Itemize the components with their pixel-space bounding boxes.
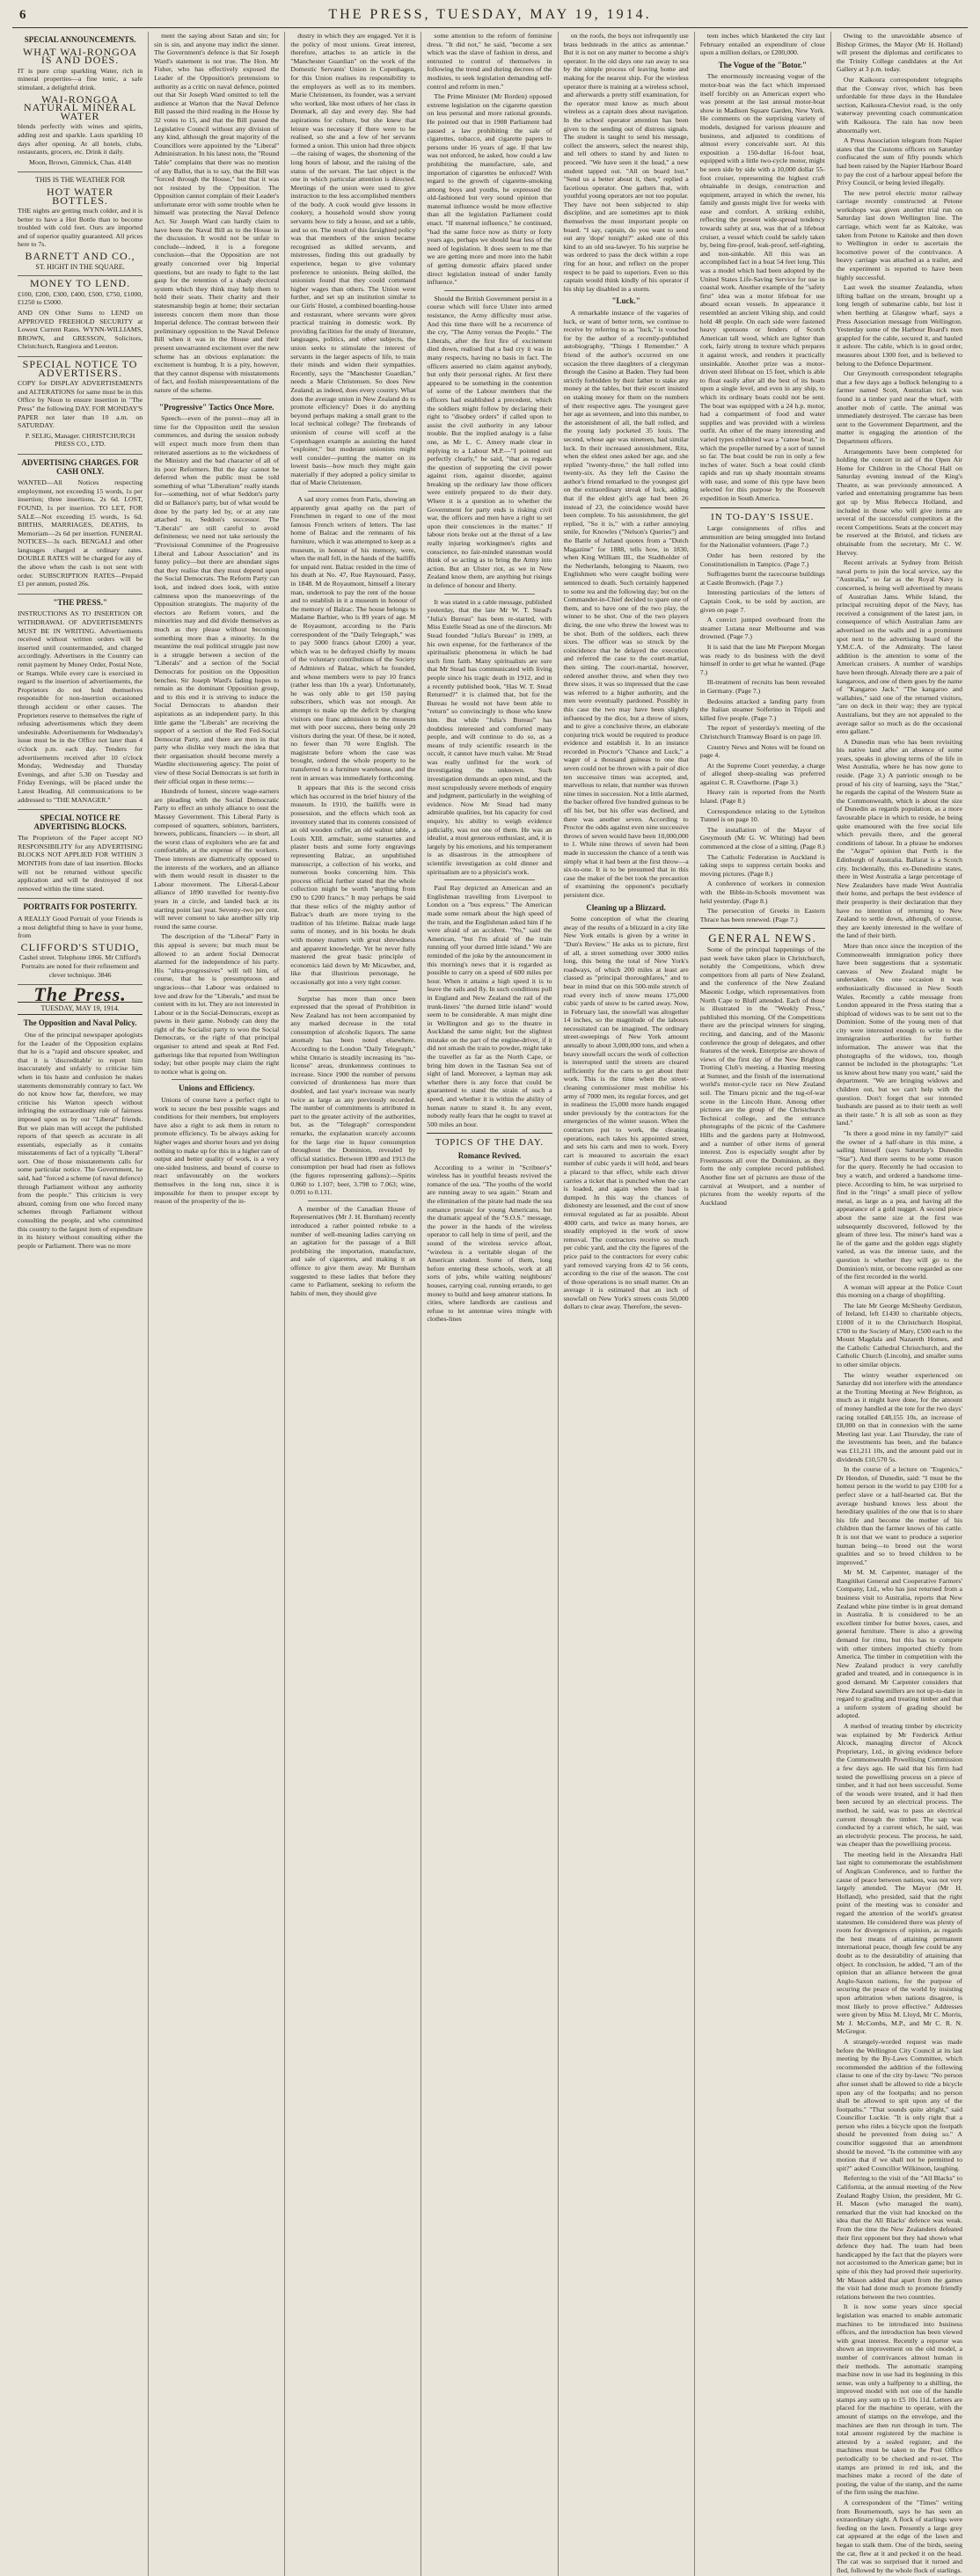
ad-press-notice-body: INSTRUCTIONS AS TO INSERTION OR WITHDRAWAL OF ADVERTISEMENTS MUST BE IN WRITING. Advertisements received without written orders will be inserted until countermanded, and charged accordingly. Advertisers in the Country can remit payment by Money Order, Postal Note, or Stamps. While every care is exercised in regard to the insertion of advertisements, the Proprietors do not hold themselves responsible for non-insertion occasioned through accident or other causes. The Proprietors reserve to themselves the right of refusing advertisements which they deem undesirable. Advertisements for Wednesday's issue must be in the Office not later than 4 o'clock p.m. each day. Tenders for advertisements received after 10 o'clock Monday, Wednesday and Thursday Evenings, and after 5.30 on Tuesday and Friday Evenings, will be placed under the Latest Heading. All communications to be addressed to "THE MANAGER." <box>18 609 143 804</box>
col4-paragraph-5: Paul Ray depicted an American and an Englishman travelling from Liverpool to London on a "bus express." The American made some remark about the high speed of the train, and the Englishman asked him if he were afraid of an accident. "No," said the American, "but I'm afraid of the train running off your durned little island." We are reminded of the joke by the announcement in this morning's news that it is regarded as possible to carry on a speed of 600 miles per hour. When it attains a high speed it is to leave the rails and fly. In such conditions pull in England and New Zealand the rail of the trunk-liners' "the durned little island" would seem to be considerable. A man might dine in Wellington and go to the theatre in Auckland the same night; but the slightest mistake on the part of the engine-driver, if it did not smash the train to powder, might take the traveller as far as the North Cape, or bring him down in the Tasman Sea out of sight of land. Moreover, a layman may ask whether there is any force that could be guaranteed to stand the strain of such a speed, and whether it is within the ability of human nature to stand it. In any event, nobody really fears that he ought to travel at 500 miles an hour. <box>427 884 552 1128</box>
ad-blocks-notice <box>18 814 143 899</box>
ad-money-amounts: £100, £200, £300, £400, £500, £750, £1000, £1250 to £5000. <box>18 289 143 307</box>
ad-hot-water-title: HOT WATER BOTTLES. <box>46 185 114 207</box>
ad-advertising-charges <box>18 459 143 595</box>
col3-paragraph-3: It appears that this is the second crisis which has occurred in the brief history of the museum. In 1910, the bailiffs were in possession, and the effects which took an inventory stated that its contents consisted of an old wooden coffer, an old walnut table, a Louis XIII. armchair, some statuettes and plaster busts and some forty engravings representing Balzac, an unpublished manuscript, a collection of his works, and numerous books concerning him. This process official further stated that the whole collection might be worth "anything from £90 to £200 francs." It may perhaps be said that these relics of the mighty author of Balzac's death are more trying to the tradition of his lifetime. Balzac made large sums of money, and in his books he deals with money matters with great shrewdness and apparent knowledge. Yet he never fully mastered the great basic principle of economics laid down by Mr Micawber, and, like that illustrious personage, he occasionally got into a very tight corner. <box>290 784 416 986</box>
issue-item: A convict jumped overboard from the steamer Lutana near Melbourne and was drowned. (Page 7.) <box>699 616 825 641</box>
col2-paragraph-4: The description of the "Liberal" Party in this appeal is severe; but much must be allowed to an ardent Social Democrat alarmed for the independence of his party. His "ultra-progressives" will tell him, of course, that he is presumptuous and ungracious—that Labour was ordained to love and draw for the "Liberals," and must be content with its lot. They are not interested in Labour or in the Social-Democrats, except as pawns in their game. Nobody can deny the right of the Socialist party to woo the Social Democrats, or the right of that principal organiser to attend and speak at Red Fed. gatherings like that reported from Wellington today; but other people may claim the right to notice what is going on. <box>154 932 280 1076</box>
news-item: Recent arrivals at Sydney from British naval ports to join the local service, say the "Australia," so far as the Royal Navy is concerned, is being well advertised by means of Australian Jams. While Island, the principal recruiting depot of the Navy, has received a consignment of the latest jam, in consequence of which Australian Jams are advertised on the walls and in a prominent spot next to the advertising board of the Y.M.C.A. of the Admiralty. The latest addition is the attention to some of the American cruisers. A number of warships have been through. Already there are a pair of kangaroos, and one of them goes by the name of "Kangaroo Jack." "The kangaroo and wallabies," said one of the returned visitors, "are on deck in their way; they are typical Australians, but they are not appealed to the average sailor so much as do the occasional emu gallant." <box>836 558 962 736</box>
issue-item: Large consignments of rifles and ammunition are being smuggled into Ireland for the Nationalist volunteers. (Page 7.) <box>699 524 825 550</box>
paper-title: The Press. <box>33 983 127 1006</box>
news-item: "Is there a good mine in my family?" said the owner of a half-share in this mine, a sailing himself (says Saturday's Dunedin "Star"). And there seems to be some reason for the query. Recently he had occasion to buy a watch, and ordered a handsome time-piece. According to him, he was surprised to find in the "rings" a small piece of yellow metal, as large as a pea, and having all the appearance of a gold nugget. A second piece about the same size at the first was subsequently discovered, followed by the gleam of three less. The miner's hand was a lie of the game and the golden eggs slightly varied, as was the intense taste, and the question is whether they will go to the Dominion's mint, or become regarded as one of the first recorded in the world. <box>836 1129 962 1281</box>
divider <box>308 990 398 991</box>
ad-special-notice-body: COPY for DISPLAY ADVERTISEMENTS and ALTERATIONS for same must be in this Office by Noon to ensure insertion in "The Press" the following DAY. FOR MONDAY'S PAPER not later than 10 a.m. on SATURDAY. <box>18 379 143 430</box>
col5-paragraph-1: on the roofs, the boys not infrequently use brass bedsteads in the attics as antennae." But it is not on any matter to become a ship's operator. In the old days one ran away to sea by the simple process of leaving home and making for the nearest ship. For the wireless operator there is training at a wireless school, and afterwards a pretty stiff examination, for the operator must know as much about wireless as a captain does about navigation. In the school operator attention has been given to the sending out of distress signals. The student is taught to send his message, collect the answers, select the nearest ship, and tell others to stand by and listen to proceed. "We have seen it the head," a new student tapped out. "All on board lost." "Send us a better about it, then," replied a facetious operator. One gathers that, with youthful young operators are not too popular. They have not been subjected to ship discipline, and are sometimes apt to think themselves the most important people on board. "I say, captain, do you want to send out any 'dope' tonight?" asked one of this kind to an old sea-lawyer. To his surprise he was ordered to pass the deck within a rope ring for an hour, and reflect on the proper respect to be paid to superiors. Even so this captain would think kindly of his operator if his ship lay disabled in a storm. <box>563 32 689 293</box>
ad-hot-water-firm: BARNETT AND CO., <box>25 250 135 263</box>
divider <box>172 1079 261 1080</box>
special-announcements-heading: SPECIAL ANNOUNCEMENTS. <box>24 35 136 44</box>
issue-item: It is said that the late Mr Pierpont Morgan was ready to do business with the devil himself in order to get what he wanted. (Page 7.) <box>699 642 825 676</box>
news-item: A Dunedin man who has been revisiting his native land after an absence of some years, speaks in glowing terms of the life in West Australia, where he has now gone to reside. (Page 3.) A patriotic enough to be proud of his city of learning, says the "Star," he regards the capital of the Western State as the Commonwealth, which is about the size of Dunedin as regards population, as a more favourable place in which to reside, he being quite enamoured with the free social life which prevails there, and the general conditions of labour. In a phrase he endorses the "Argus'" opinion that Perth is the Edinburgh of Australia. Ballarat is a Scotch city. Incidentally, this ex-Dunedinite states, there in West Australia a large percentage of New Zealanders have made West Australia their home, and perhaps the best evidence of their prosperity is their declaration that they have no intention of returning to New Zealand to settle down, although, of course, they are keenly interested in the welfare of the land of their birth. <box>836 737 962 940</box>
issue-item: The persecution of Greeks in Eastern Thrace has been renewed. (Page 7.) <box>699 907 825 923</box>
ad-money-body: AND ON Other Sums to LEND on APPROVED FREEHOLD SECURITY at Lowest Current Rates. WYNN-WILLIAMS, BROWN, and GRESSON, Solicitors, Christchurch, Rangiora and Leeston. <box>18 309 143 351</box>
divider <box>308 1200 398 1201</box>
ad-special-notice-sign: P. SELIG, Manager. CHRISTCHURCH PRESS CO., LTD. <box>25 431 135 449</box>
col4-paragraph-1: some attention to the reform of feminine dress. "It did not," he said, "become a sex which was the slave of fashion in dress, and entrusted to control of themselves in following the trend and during decrees of the modistes, to seek legislation demanding self-control and reform in men." <box>427 32 552 91</box>
col5-paragraph-2: A remarkable instance of the vagaries of luck, or want of better term, we continue to receive by referring to as "luck," is vouched for by the author of a recently-published autobiography, "Things I Remember." A friend of the author's occurred on one occasion the three daughters of a clergyman through the Casino at Baden. They had been strictly forbidden by their father to stake any money at the tables, but their escort insisted on staking money for them on the numbers of their respective ages. The youngest gave her age as seventeen, and into this number, to the astonishment of all, the ball rolled, and the young lady pocketed 35 louis. The second, whose age was nineteen, had similar luck. In their increased astonishment, Rita, when the eldest ones asked her age, and she replied "twenty-three," the ball rolled into twenty-six. As they left the Casino the author's friend remarked to the youngest girl on the extraordinary streak of luck, adding that if the eldest girl's age had been 26 instead of 23, the coincidence would have been complete. To his astonishment, the girl replied, "So it is," with a rather annoying smile, for Knowles ("Nelson's Queries") and the Battle of Jutland quotes from a "Dutch Magazine" for 1888, tells how, in 1830, when King William III., the Stadtholder of the Netherlands, belonging to Naaum, two Englishmen who were caught boiling were sentenced to death. Such certainly happened to some tea and the following day; but on the Commander-in-Chief decided to spare one of them, and to have one of the two play, the winner to be shot. One of the two players dicing, the one who threw the lowest was to be shot. Both of the soldiers, each threw sixes. The officer was so struck by the coincidence that he delayed the execution and referred the case to the court-martial, then sitting. The court-martial, however, ordered another throw, and when they two threw sixes, it was so impressed that the case was referred to a higher authority, and the men were eventually pardoned. Possibly in this case the two may have been slightly influenced by the dice, but a throw of sixes, and to give a conclusive throw, an elaborate conjuring trick would be required to produce evidence and establish it. In an instance recorded in Proctor's "Chance and Luck," a wager of a thousand guineas to one that seven could not be thrown with a pair of dice ten successive times was accepted, and, marvellous to relate, that number was thrown nine times in succession. Not a little alarmed, the backer offered five hundred guineas to be off his bet, but his offer was declined, and there was another seven. According to Proctor the odds against even nine successive throws of seven would have been 10,000,000 to 1. While nine throws of seven had been made in succession the chance of a tenth was simply what it had been at the first throw—a six-to-one. It is to be presumed that in this case the maker of the bet took the precaution of examining the opponent's peculiarly persistent dice. <box>563 309 689 899</box>
issue-item: The Catholic Federation in Auckland is taking steps to suppress certain books and moving pictures. (Page 8.) <box>699 852 825 878</box>
col6-paragraph-20: Some of the principal happenings of the past week have taken place in Christchurch, notably the Competitions, which drew competitors from all parts of New Zealand, and the conference of the New Zealand Masonic Lodge, which representatives from North Cape to Bluff attended. Each of those is illustrated in the "Weekly Press," published this morning. Of the Competitions there are the principal winners for singing, reciting, and dancing, and of the Masonic conference the group of delegates, and other features of the week. Enterprise are shown of views of the first day of the New Brighton Trotting Club's meeting, a Hunting meeting at Sumner, and the finish of the international world's motor-cycle race on New Zealand soil. The Timaru picnic and the tug-of-war scene in the Lincoln Hunt. Among other pictures are the group of the Christchurch Technical college, and the entrance photographs of the picnic of the Cashmere Hills and the gardens party at Holmwood, and a number of other items of general interest. Zoo is especially sought after by Freemasons all over the Dominion, as they form the only complete record published. Another fine set of pictures are those of the carnival at Westport, and a number of pictures from the weekly reports of the Auckland <box>699 945 825 1207</box>
news-item: A strangely-worded request was made before the Wellington City Council at its last meeting by the By-Laws Committee, which recommended the addition of the following clause to one of the city by-laws: "No person after sunset shall be allowed to ride a bicycle upon any of the footpaths; and no person shall be allowed to spit upon any of the footpaths." "That sounds quite alright," said Councillor Luckie. "It is only right that a person who rides a bicycle upon the footpath should be prevented from doing so." A councillor suggested that an amendment should be moved. "Is the committee with any motion that if we shall not be permitted to spit?" asked Councillor Wilkinson, laughing. <box>836 2037 962 2172</box>
col4-paragraph-2: The Prime Minister (Mr Borden) opposed extreme legislation on the cigarette question on less personal and more rational grounds. He pointed out that in 1908 Parliament had passed a law prohibiting the sale of cigarettes, tobacco, and cigarette papers to persons under 16 years of age. If that law was not enforced, he asked, how could a law prohibiting the manufacture, sale, and importation of cigarettes be enforced? With regard to the growth of cigarette-smoking among boys and youths, he expressed the old-fashioned but very sound opinion that maternal influence would be more effective than all the legislation Parliament could enact. "If maternal influence," he continued, "had the same force now as thirty or forty years ago, perhaps we should hear less of the need of legislation. It does seem to me that we are getting more and more into the habit of getting domestic affairs placed under direct legislation instead of under family influence." <box>427 92 552 287</box>
romance-revived-heading: Romance Revived. <box>457 1151 522 1160</box>
col3-paragraph-4: Surprise has more than once been expressed that the spread of Prohibition in New Zealand has not been accompanied by any marked decrease in the total consumption of alcoholic liquors. The same anomaly has been noted elsewhere. According to the London "Daily Telegraph," whilst Ontario is steadily increasing its "no-license" areas, drunkenness continues to increase. Since 1900 the number of persons convicted of drunkenness has more than doubled, and last year's increase was nearly twice as large as any previously recorded. The number of commitments is attributed in part to the greater activity of the authorities, but, as the "Telegraph" correspondent remarks, the explanation scarcely accounts for the large rise in liquor consumption throughout the Dominion, revealed by official statistics. Between 1890 and 1913 the consumption per head had risen as follows (the figures representing gallons):—Spirits 0.860 to 1.107; beer, 3.798 to 7.063; wine, 0.091 to 0.131. <box>290 994 416 1197</box>
ad-the-press-notice <box>18 599 143 810</box>
issue-item: Ill-treatment of recruits has been revealed in Germany. (Page 7.) <box>699 678 825 695</box>
divider <box>444 290 534 291</box>
column-2 <box>149 32 285 2576</box>
ad-special-notice <box>18 358 143 455</box>
col4-paragraph-3: Should the British Government persist in a course which will force Ulster into armed resistance, the Army difficulty must arise. And this time there will be a recurrence of the cry, "The Army versus the People." The Liberals, after the first fire of excitement died down, realised that a bad cry it was in many respects, having no basis in fact. The officers asserted no claim against anybody, but only their personal rights. At first there appeared to be something in the contention of some of the Labour members that the officers had established a precedent, which the soldiers might follow by declaring their right to "disobey orders" if called upon to assist the civil authority in any labour trouble. But the implied analogy is a false one, as Mr L. C. Amery made clear in replying to a Labour M.P.—"I pointed out perfectly clearly," he said, "that as regards the question of supporting the civil power against riots, against disorder, against breaking up the ordinary law those officers were entirely prepared to do their duty. Where it is a question as to whether the Government for party ends is risking civil war, the officers and men have a right to set upon their consciences in the matter." If labour riots broke out at the threat of a law really injuring workingmen's rights and conscience, no fair-minded statesman would think of so acting as to bring the Army into action. But an Ulster riot, as we in New Zealand know them, are anything but risings in defence of honour and liberty. <box>427 294 552 589</box>
masthead <box>12 7 968 28</box>
luck-heading: "Luck." <box>611 296 640 306</box>
ad-wai-rongoa-body: IT is pure crisp sparkling Water, rich in mineral properties—a fine tonic, a safe stimulant, a delightful drink. <box>18 66 143 91</box>
news-item: It is now some years since special legislation was enacted to enable automatic machines to be introduced into business offices, and the introduction has been viewed with great interest. Recently a reporter was shown an improvement on the old model, a number of contrivances almost human in their methods. The automatic stamping machine now in use had its beginning in this sense, was only a halfpenny to a shilling, the improved model with not one of the handle stamps any sum up to £5 10s 11d. Letters are placed for the machine to operate, with the amount of stamps on the envelope, and the machines are then run through in turn. The total amount registered by the machine is attested by a sealed register, and the machines must be taken to the Post Office periodically to be checked and re-set. The stamps are printed in red ink, and the machines make a record of the date of posting, the value of the stamp, and the name of the firm using the machine. <box>836 2302 962 2497</box>
col2-paragraph-2: Speech—even of the purest—may all in time for the Opposition until the session commences, and during the session nobody will expect much more from them than reiterated assertions as to the wickedness of the Ministry and the bad character of all of its poor Reformers. But the day cannot be deferred when the public must be told something of what "Liberalism" really stands for—something, not of what Seddon's party did or Ballance's party, but of what would be done by the party led by, or at any rate attached to, Seddon's successor. The "Liberals" are still careful to avoid definiteness; we need not take seriously the "Provisional Committee of the Progressive Liberal and Labour Association" and its funny policy—but there are abundant signs that they realise that they must depend upon the Social Democrats. The Reform Party can look, and indeed does look, with entire calmness upon the manoeuvrings of the Opposition strategists. The majority of the electors are Reform voters, and the minorities may and did divide themselves as much as they please without becoming something more than a minority. In the meantime the real political struggle just now is a struggle between a section of the "Liberals" and a section of the Social Democrats for position on the Opposition benches. Sir Joseph Ward's fading hopes to remain as the dominant Opposition group, and to this end it is striving to induce the Social Democrats to abandon their aspirations as an independent party. In this little game the "Liberals" are receiving the support of a section of the Red Fed-Social Democrat Party, and there are men in that party who dislike very much the idea that their organisation should become merely a Wardite electioneering agency. The point of view of these Social Democrats is set forth in their official organ in these terms:— <box>154 414 280 785</box>
divider <box>700 507 825 508</box>
ad-press-notice-title: "THE PRESS." <box>53 597 107 607</box>
ad-blocks-title: SPECIAL NOTICE RE ADVERTISING BLOCKS. <box>33 814 127 831</box>
ad-portraits-firm: CLIFFORD'S STUDIO, <box>20 940 140 953</box>
news-item: Referring to the visit of the "All Blacks" to California, at the annual meeting of the New Zealand Rugby Union, the president, Mr G. H. Mason (who managed the team), remarked that the visit had knocked on the idea that the All Blacks' defence was weak. From the time the New Zealanders defeated their first opponent but they had shown what defence they had. The team had been handicapped by the fact that the players were not accustomed to the American game; but in spite of this they had proved their superiority. Mr Mason added that apart from the games the visit had done much to promote friendly relations between the two countries. <box>836 2174 962 2301</box>
ad-portraits-body: A REALLY Good Portrait of your Friends is a most delightful thing to have in your home, from <box>18 915 143 940</box>
news-item: A method of treating timber by electricity was explained by Mr Frederick Arthur Alcock, managing director of Alcock Proprietary, Ltd., in giving evidence before the Commonwealth Powellising Commission a few days ago. He said that his firm had tested the powellising process on a piece of timber, and it had not been successful. Some of the woods were treated, and it had then been secured by an electrical process. The method, he said, was to pass an electrical current through the timber. The sap was conducted by a current which, he said, was an electrolytic process. The process, he said, was cheaper than the powellising process. <box>836 1721 962 1849</box>
topics-of-the-day-heading: TOPICS OF THE DAY. <box>435 1137 545 1149</box>
ad-wai-rongoa-title: WHAT WAI-RONGOA IS AND DOES. <box>22 45 138 67</box>
col4-paragraph-6: According to a writer in "Scribner's" wireless has in youthful breasts revived the romance of the sea. "The youths of the world are running away to sea again." Steam and the elimination of the pirate had made the sea romance prosaic for young Americans, but the dramatic appeal of the "S.O.S." message, the power in the hands of the wireless operator to call help in time of peril, and the sound of the wireless service afloat, "wireless is a veritable slogan of the American student. Some of them, long before entering these schools, work at all sorts of jobs, while waiting neighbours' houses, carrying coal, running errands, to get money to build and keep amateur stations. In cities, where landlords are cautious and refuse to let antennae wires mingle with clothes-lines <box>427 1163 552 1324</box>
news-item: The late Mr George McSheehy Gerdiston, of Ireland, left £1430 to charitable objects, £1000 of it to the Christchurch Hospital, £700 to the Society of Mary, £500 each to the Mount Magdala and Nazareth Homes, and the Catholic Cathedral Christchurch, and the Catholic Church (Lincoln), and smaller sums to other similar objects. <box>836 1301 962 1369</box>
divider <box>308 491 398 492</box>
columns <box>12 32 968 2574</box>
ad-wai-rongoa-body-2: blends perfectly with wines and spirits, adding zest and sparkle. Lasts sparkling 10 days after opening. At all hotels, clubs, restaurants, grocers, etc. Drink it daily. <box>18 122 143 157</box>
issue-item: Bedouins attacked a landing party from the Italian steamer Solferino in Tripoli and killed five people. (Page 7.) <box>699 697 825 722</box>
unions-efficiency-heading: Unions and Efficiency. <box>179 1084 255 1093</box>
news-item: The new petrol electric motor railway carriage recently constructed at Petone workshops was given another trial run on Saturday last down Wellington line. The carriage, which went far as Kaitoke, was taken from Petone to Kaitoke and then down to Wellington in order to ascertain the locomotive power of the contrivance. A heavy carriage was attached as a trailer, and the experiment is reported to have been highly successful. <box>836 188 962 281</box>
col6-paragraph-1: teen inches which blanketed the city last February entailed an expenditure of close upon a million dollars, or £200,000. <box>699 32 825 57</box>
ad-wai-rongoa <box>18 45 143 173</box>
progressive-tactics-heading: "Progressive" Tactics Once More. <box>158 402 274 412</box>
news-item: Our Greymouth correspondent telegraphs that a few days ago a bullock belonging to a farmer named Scott, Australian tick was found in a timber yard near the wharf, with another mob of cattle. The animal was immediately destroyed. The carcase has been sent to the Government Department, and the matter is engaging the attention of the Department officers. <box>836 369 962 445</box>
divider <box>444 879 534 880</box>
news-item: In the course of a lecture on "Eugenics," Dr Hendon, of Dunedin, said: "I must be the hottest person in the world to pay £100 for a perfect slave or a half-hearted cat. But the average husband knows less about the hereditary qualities of the one that is to share his life and become the mother of his children than the farmer knows of his cattle. It is not that we want to produce a superior human being—to breed out the worst qualities and so to breed children to be improved." <box>836 1465 962 1566</box>
col6-paragraph-2: The enormously increasing vogue of the motor-boat was the fact which impressed itself forcibly on an American expert who was present at the last annual motor-boat show in Madison Square Garden, New York. He comments on the surprising variety of models, designed for various pleasure and business, and adjusted to conditions of almost every conceivable sort. At this exposition a 150-dollar 16-foot boat, equipped with a little two-cycle motor, might be seen side by side with a 10,000 dollar 55-foot cruiser, representing the highest craft obtainable in design, construction and equipment, arrayed in which the owner, his family and guests might live for weeks with ease and comfort. A striking exhibit, reflecting the present wide-spread tendency towards safety at sea, was that of a lifeboat cruiser, a vessel which could be safely taken by, being fire-proof, leak-proof, self-righting, and non-sinkable. All this was an accomplished fact in a boat 54 feet long. This was a model which had been adopted by the United States Life-Saving Service for use in coastal work. Another example of the "safety first" idea was a motor lifeboat for use aboard ocean vessels. In appearance it resembled an ancient Viking ship, and could hold 48 people. On each side were fastened heavy sponsons or fenders of Scotch American tall wood, which are lighter than cork, fairly strong in texture which prepares it against wreck, and renders it practically unsinkable. Another prize was a motor-driven steel lifeboat on 15 feet, which is able to float easily after all the best of its boats upon a single level, and even in any ship, to which its ordinary boats could not be sent. The boat was equipped with a 24 h.p. motor, had a compartment of food and water supplies and was provided with a wireless outfit. An other of the many interesting and varied types exhibited was a "canoe boat," in which the propeller turned by a sort of tunnel so far. The boat could be run in only a few inches of water. Such a boat could climb rapids and run up shady mountain streams with ease, and some of this type have been selected for this purpose by the Roosevelt expedition in South America. <box>699 72 825 503</box>
column-4 <box>421 32 558 2576</box>
ad-portraits <box>18 903 143 985</box>
news-item: Our Kaikoura correspondent telegraphs that the Conway river, which has been unfordable for three days in the Hundalee section, Kaikoura-Cheviot road, is the only waterway preventing coach communication with Kaikoura. The rain has now been abnormally wet. <box>836 75 962 135</box>
column-7 <box>831 32 968 2576</box>
news-item: Owing to the unavoidable absence of Bishop Grimes, the Mayor (Mr H. Holland) will present the diplomas and certificates to the Trinity College candidates at the Art Gallery at 3 p.m. today. <box>836 32 962 74</box>
col2-paragraph-3: Hundreds of honest, sincere wage-earners are pleading with the Social Democratic Party to effect an unholy alliance to oust the Massey Government. This Liberal Party is composed of squatters, sobistors, barristers, brewers, publicans, financiers — in short, all the worst class of exploiters who are fat and comfortable, at the expense of the workers. These interests are diametrically opposed to the interests of the workers, and an alliance with them would result in disaster to the Labour movement. The Liberal-Labour alliance of 1890 travelled for twenty-five years in a circle, and landed back at its starting point last year. Seventy-two per cent. will never consent to take another silly trip round the same course. <box>154 787 280 930</box>
ad-portraits-title: PORTRAITS FOR POSTERITY. <box>23 902 137 912</box>
issue-item: At the Supreme Court yesterday, a charge of alleged sheep-stealing was preferred against C. R. Crawthorne. (Page 3.) <box>699 761 825 786</box>
col3-paragraph-1: dustry in which they are engaged. Yet it is the policy of most unions. Great interest, therefore, attaches to an article in the "Manchester Guardian" on the work of the Domestic Servants' Union in Copenhagen, for this Union realises its responsibility to the employers as well as to its members. Marie Christensen, its founder, was a servant who worked, like most others of her class in Denmark, all day and every day. She had aspirations for culture, but she knew that leisure was necessary if there were to be realised, so she and a few of her servants formed a union. This union had three objects —the raising of wages, the shortening of the long hours of labour, and the raising of the status of the servant. The last object is the one in which particular attention is directed. Meetings of the union were used to give instruction to the less accomplished members of the body. A cook would give lessons in cookery, a household would show young servants how to tidy a house, and set a table, and so on. The result of this farsighted policy was that members of the union became recognised as skilled servants, and mistresses, finding this out gradually by experience, began to give voluntary preference to unionists. Being skilled, the unionists found that they could command higher wages than others. The Union went further, and set up an institution similar to our Girls' Hostel, a combined boarding-house and restaurant, where servants were given practical training in domestic work. By providing facilities for the study of literature, languages, politics, and other subjects, the union seeks to stimulate the interest of servants in the larger aspects of life, to train their minds and widen their sympathies. Recently, says the "Manchester Guardian," needs a Marie Christensen. So does New Zealand; as indeed, does every country. What does the average union in New Zealand do to promote efficiency? Does it do anything beyond perhaps making a small grant to the local technical college? The firebrands of unionism of course will scoff at the Copenhagen example as assisting the hated "exploiter," but moderate unionists might well consider—putting the matter on its lowest basis—how much they might gain materially if they adopted a policy similar to that of Marie Christensen. <box>290 32 416 487</box>
issue-item: Country News and Notes will be found on page 4. <box>699 742 825 760</box>
ad-blocks-body: The Proprietors of the Paper accept NO RESPONSIBILITY for any ADVERTISING BLOCKS NOT APPLIED FOR WITHIN 3 MONTHS from date of last insertion. Blocks will not be returned without specific application and will be destroyed if not removed within the time stated. <box>18 834 143 893</box>
ad-charges-title: ADVERTISING CHARGES. FOR CASH ONLY. <box>21 457 139 476</box>
divider <box>700 928 825 929</box>
divider <box>172 398 261 399</box>
news-item: The wintry weather experienced on Saturday did not interfere with the attendance at the Trotting Meeting at New Brighton, as much as it might have done, for the amount of money handled at the tote for the two days' racing totalled £48,155 10s, an increase of £8,000 on that in connexion with the same Meeting last year. Last Thursday, the rate of the investments has been, and the balance was £11,211 10s, and the amount paid out in dividends £10,570 5s. <box>836 1370 962 1463</box>
col2-paragraph-5: Unions of course have a perfect right to work to secure the best possible wages and conditions for their members, but employers have also a right to ask them in return to promote efficiency. To be always asking for higher wages and shorter hours and yet doing nothing to make up for this in a higher rate of output and better quality of work, is a very one-sided business, and bound of course to react unfavourably on the workers themselves in the long run, since it is impossible for them to prosper except by reason of the prosperity of the in- <box>154 1096 280 1206</box>
col4-paragraph-4: It was stated in a cable message, published yesterday, that the late Mr W. T. Stead's "Julia's Bureau" has been re-started, with Miss Estelle Stead as one of the directors. Mr Stead founded "Julia's Bureau" in 1909, at his own expense, for the furtherance of the spiritualistic phenomena in which he had such firm faith. Many spiritualists are sure that Mr Stead has communicated with living people since his tragic death in 1912, and in a recently published book, "Has W. T. Stead Returned?" it is claimed that, but for the Bureau he would not have been able to "return" so convincingly to those who knew him. But while "Julia's Bureau" has doubtless interested and comforted many people, and will continue to do so, as a means of truly scientific research in the occult, it cannot have much value. Mr Stead was really unfitted for the work of investigating the unknown. Such investigation demands an open mind, and the most scrupulously severe methods of enquiry and judgment, particularly in the weighing of evidence. Now Mr Stead had many admirable qualities, but his capacity for cool enquiry, his ability to weigh evidence judicially, was not one of them. He was an idealist, a most generous enthusiast, and, it is largely by his emotions, and his temperament is as disastrous in the atmosphere of scientific investigation as cold dinner and spiritualism are to a physicist's work. <box>427 597 552 876</box>
issue-item: The report of yesterday's meeting of the Christchurch Tramway Board is on page 10. <box>699 724 825 741</box>
divider <box>427 1133 552 1134</box>
news-item: More than once since the inception of the Commonwealth immigration policy there have been suggestions that a systematic canvass of New Zealand might be undertaken. On one occasion it was enthusiastically discussed in New South Wales. Recently a cable message from London appeared in the Press stating that a shipload of widows was to be sent out to the Dominion. Some of the young men of that city were interested enough to write to the immigration authorities for further information. The answer was that the photographs of the widows, too, though cannot be included in the photographs: "Let us know about how many you want," said the department. "We are bringing widows and children out, but we can't help with the question. Don't forget that our intended husbands are passed as to their teeth as well as their taste." It is all sob as soon as they land." <box>836 941 962 1127</box>
ad-wai-rongoa-title-2: WAI-RONGOA NATURAL MINERAL WATER <box>23 92 137 122</box>
botor-heading: The Vogue of the "Botor." <box>718 60 807 69</box>
issue-item: Suffragettes burnt the racecourse buildings at Castle Bromwich. (Page 7.) <box>699 570 825 587</box>
ad-hot-water-address: ST. HIGHT IN THE SQUARE. <box>35 262 125 271</box>
dateline: TUESDAY, MAY 19, 1914. <box>18 1002 143 1016</box>
column-5 <box>559 32 695 2576</box>
ad-wai-rongoa-body-3: Moon, Brown, Gimmick, Chas. 4148 <box>29 157 132 166</box>
ad-portraits-address: Cashel street. Telephone 1866. Mr Clifford's Portraits are noted for their refinement and clever technique. 3846 <box>18 953 142 979</box>
news-item: A correspondent of the "Times" writing from Bournemouth, says he has seen an extraordinary sight. A flock of starlings were feeding on the lawn. Presently a large grey cat appeared at the edge of the lawn and began to stalk them. One of the birds, seeing the cat, flew at it and pecked it on the head. The cat was so surprised that it turned and fled, followed by the whole flock of starlings. <box>836 2499 962 2574</box>
issue-item: Interesting particulars of the letters of Captain Cook, to be sold by auction, are given on page 7. <box>699 588 825 614</box>
news-item: Mr M. M. Carpenter, manager of the Rangitikei General and Cooperative Farmers' Company, Ltd., who has just returned from a business visit to Australia, reports that New Zealand white pine timber is in great demand in Australia. It is considered to be an excellent timber for butter boxes, cases, and general furniture. There is also a growing demand for rimu, but this has to compete with other timbers imported chiefly from America. The timber in competition with the New Zealand product is very carefully graded and treated, and in consequence is in good demand. Mr Carpenter considers that New Zealand sawmillers are not up-to-date in regard to grading and treating timber and that a uniform system of grading should be adopted. <box>836 1568 962 1720</box>
column-1 <box>12 32 149 2576</box>
issue-item: Heavy rain is reported from the North Island. (Page 8.) <box>699 788 825 806</box>
ad-hot-water-body: THE nights are getting much colder, and it is better to have a Hot Bottle than to become troubled with cold feet. Ours are imported and of superior quality guaranteed. All prices here to 7s. <box>18 207 143 249</box>
column-3 <box>285 32 421 2576</box>
col3-paragraph-5: A member of the Canadian House of Representatives (Mr J. H. Burnham) recently introduced a rather pointed rebuke to a number of well-meaning ladies carrying on an agitation for the passage of a Bill prohibiting the importation, manufacture, and sale of cigarettes, and making it an offence to give them away. Mr Burnham suggested to these ladies that before they came to Parliament, seeking to reform the habits of men, they should give <box>290 1204 416 1297</box>
editorial-heading: The Opposition and Naval Policy. <box>23 1018 137 1028</box>
col3-paragraph-2: A sad story comes from Paris, showing an apparently great apathy on the part of Frenchmen in regard to one of the most famous French writers of letters. The last home of Balzac and the remnants of his furniture, which it was attempted to keep as a museum, in honour of his memory, were, when the mall fell, in the hands of the bailiffs for unpaid rent. Balzac resided in the time of his death at No. 47, Rue Raynouard, Passy, in 1848. M de Royaumont, himself a literary man, undertook to pay the rent of the house and to establish in it a museum in honour of the memory of Balzac. The house belongs to Madame Barbier, who is 89 years of age. M de Royaumont, according to the Paris correspondent of the "Daily Telegraph," was to pay 5000 francs (about £200) a year, which was to be defrayed chiefly by means of the voluntary contributions of the Society of Admirers of Balzac, which he founded, and whose members were to pay 10 francs (rather less than 10s a year). Unfortunately, he was only able to get 150 paying subscribers, which was not enough. An attempt to make up the deficit by charging visitors one franc admission to the museum met with poor success, there being only 20 visitors during the year. Of these, be it noted, no fewer than 70 were English. The magistrate before whom the case was brought, ordered the whole property to be transferred to a furniture warehouse, and the rent in arrears was immediately forthcoming. <box>290 495 416 782</box>
ad-hot-water-note: THIS IS THE WEATHER FOR <box>35 176 126 185</box>
general-news-heading: GENERAL NEWS. <box>708 931 817 945</box>
col5-paragraph-3: Some conception of what the clearing away of the results of a blizzard in a city like New York entails is given by a writer in "Dun's Review." He asks us to picture, first of all, a street something over 3000 miles long, this being the total of New York's roadways, of which 200 miles at least are classed as "principal thoroughfares," and to bear in mind that on this 500-mile stretch of road every inch of snow means 175,000 cubic yards of snow to be carted away. Now, in February last, the snowfall was altogether 14 inches, so the magnitude of the labours necessitated can be imagined. The ordinary street-sweepings of New York amount annually to about 3,000,000 tons, and when a heavy snowfall occurs the work of collection is interrupted until the streets are cleared sufficiently for the carts to get about their work. This is the time when the street-cleaning commissioner must mobilise his army of 7000 men, its regular forces, and get in readiness the 15,000 more hands engaged under previously by the contractors for the emergencies of the winter season. When the contractors put to work, the cleaning operations, each takes his appointed street, and sets his carts and men to work. Every cart is measured to ascertain the exact number of cubic yards it will hold, and bears a placard to that effect, while each driver carries a ticket that is punched when the cart is loaded, and again when the load is dumped. In this way the chances of dishonesty are lessened, and the cost of snow removal regulated as far as possible. About 4000 carts, and twice as many horses, are steadily employed in the work of snow removal. The contractors receive so much per cubic yard, and the city the figures of the price paid to the contractors for every cubic yard removed varying from 42 to 56 cents, according to the rise of the season. The cost of those operations is no small matter. On an average it is estimated that an inch of snowfall on New York's streets costs 50,000 dollars to clear away. Therefore, the seven- <box>563 915 689 1311</box>
news-item: Last week the steamer Zealandia, when lifting ballast on the stream, brought up a long length of submarine cable, but lost it when berthing at Glasgow wharf, says a Press Association message from Wellington. Yesterday some of the Harbour Board's men grappled for the cable, secured it, and hauled it ashore. The cable, which is in good order, measures about 1300 feet, and is believed to belong to the Defence Department. <box>836 283 962 368</box>
ad-special-notice-title: SPECIAL NOTICE TO ADVERTISERS. <box>22 358 138 379</box>
ad-hot-water-bottles <box>18 176 143 276</box>
divider <box>444 594 534 595</box>
in-todays-issue-heading: IN TO-DAY'S ISSUE. <box>711 511 815 522</box>
ad-money-title: MONEY TO LEND. <box>30 277 131 290</box>
news-item: The meeting held in the Alexandra Hall last night to commemorate the establishment of Anglican Conference, and to further the cause of peace between nations, was not very largely attended. The Mayor (Mr H. Holland), who presided, said that the right point of the meeting was to consider and regard the attention of the world's greatest statesmen. He considered there was plenty of room for divergences of opinion, as regards the best means of attaining permanent international peace, though few could be any doubt as to the desirability of attaining that object. In conclusion, he added, "I am of the opinion that an alliance between the great Anglo-Saxon nations, for the purpose of securing the peace of the world by insisting upon arbitration when nations disagree, is most likely to prove effective." Addresses were given by Miss M. Lloyd, Mr C. Morris, Mr J. McCombs, M.P., and Mr C. R. N. McGregor. <box>836 1850 962 2036</box>
ad-money-to-lend <box>18 277 143 357</box>
column-6 <box>695 32 831 2576</box>
page-number: 6 <box>19 8 26 22</box>
ad-charges-body: WANTED—All Notices respecting employment, not exceeding 15 words, 1s per insertion; three insertions, 2s 6d. LOST, FOUND, 1s per insertion. TO LET, FOR SALE—Not exceeding 15 words, 1s 6d. BIRTHS, MARRIAGES, DEATHS, In Memoriam—2s 6d per insertion. FUNERAL NOTICES—3s each. BENGALI and other languages charged at ordinary rates. DOUBLE RATES will be charged for any of the above when the cash is not sent with order. SUBSCRIPTION RATES—Prepaid £1 per annum, posted 26s. <box>18 478 143 588</box>
issue-item: Order has been restored by the Constitutionalists in Tampico. (Page 7.) <box>699 551 825 568</box>
issue-item: A conference of workers in connexion with the Bible-in-Schools movement was held yesterday. (Page 8.) <box>699 879 825 905</box>
news-item: A woman will appear at the Police Court this morning on a charge of shoplifting. <box>836 1282 962 1300</box>
issue-item: Correspondence relating to the Lyttelton Tunnel is on page 10. <box>699 806 825 824</box>
news-item: A Press Association telegram from Napier states that the Customs officers on Saturday confiscated the sum of fifty pounds which had been raised by the Napier Harbour Board to pay the cost of a harbour appeal before the Privy Council, or being levied illegally. <box>836 136 962 187</box>
blizzard-heading: Cleaning up a Blizzard. <box>586 902 666 912</box>
news-item: Arrangements have been completed for holding the concert in aid of the Open Air Home for Children in the Choral Hall on Saturday evening instead of the King's Theatre, as was previously announced. A varied and entertaining programme has been got up by Miss Rebecca Holland, and included in those who will give items are several of the successful competitors at the recent Competitions. Seats at the concert may be reserved at the Bristol, and tickets are obtainable from the secretary, Mr C. W. Hervey. <box>836 447 962 557</box>
editorial-paragraph: One of the principal newspaper apologists for the Leader of the Opposition explains that he is a "rapid and obscure speaker, and that it is 'discreditable' to report him inaccurately and unfairly to criticise him when in his haste and confusion he makes statements demonstrably contrary to fact. We do not know how far, therefore, we may criticise his Warton speech without infringing the extraordinary rule of fairness imposed upon us by our "Liberal" friends. But we plain man will accept the published reports of that speech as accurate in all essentials, especially as it contains misstatements of fact of a typically "Liberal" sort. One of those misstatements calls for some particular notice. The Government, he said, had "forced a scheme (of naval defence) through Parliament without any authority from the people." This criticism is very absurd, coming from one who forced many schemes through Parliament without consulting the people, and who committed this country to the largest item of expenditure in its history without consulting either the people or Parliament. There was no more <box>18 1030 143 1250</box>
masthead-title: THE PRESS, TUESDAY, MAY 19, 1914. <box>328 7 652 22</box>
issue-item: The installation of the Mayor of Greymouth (Mr G. W. Whiting) had been commenced at the close of a sitting. (Page 8.) <box>699 825 825 851</box>
col2-paragraph-1: ment the saying about Satan and sin; for sin is sin, and anyone may indict the sinner. The Government's defence is that Sir Joseph Ward's statement is not true. The Hon. Mr Fisher, who has effectively exposed the Leader of the Opposition's pretensions to authority as a critic on naval defence, pointed out that Sir Joseph Ward omitted to tell the audience at Warton that the Naval Defence Bill passed the third reading in the House by 32 votes to 15, and that the Bill passed the Legislative Council without any division of any kind, although the great majority of the Councillors were appointed by the "Liberal" Administration. In his latest note, the "Round Table" complains that there was no mention of any Ballot, that is to say, that the Bill was "forced through the House," but that it was not resisted by the Opposition. The Opposition cannot complain of their Leader's unfortunate error with some trouble when he himself was protecting the Naval Defence Act. Sir Joseph Ward can hardly claim to have been the Naval Bill as to the House in the discussion. It would not be unfair to conclude—indeed, it is a foregone conclusion—that the Opposition are not greatly concerned over big Imperial questions, but are ready to fight to the last gasp for the retention of a shady electoral system which they think may help them to hold their seats. Their charity and their statesmanship begin at home; their sectarian interests concern them more than those Imperial defence. The contrast between their preliminary opposition to the Naval Defence Bill when it was in the House and their present unwarranted excitement over the new scheme has an obvious explanation: the excitement is humbug. It is a pity, however, that they cannot dispense with misstatements of fact, and foolish misrepresentations of the nature of the scheme. <box>154 32 280 394</box>
